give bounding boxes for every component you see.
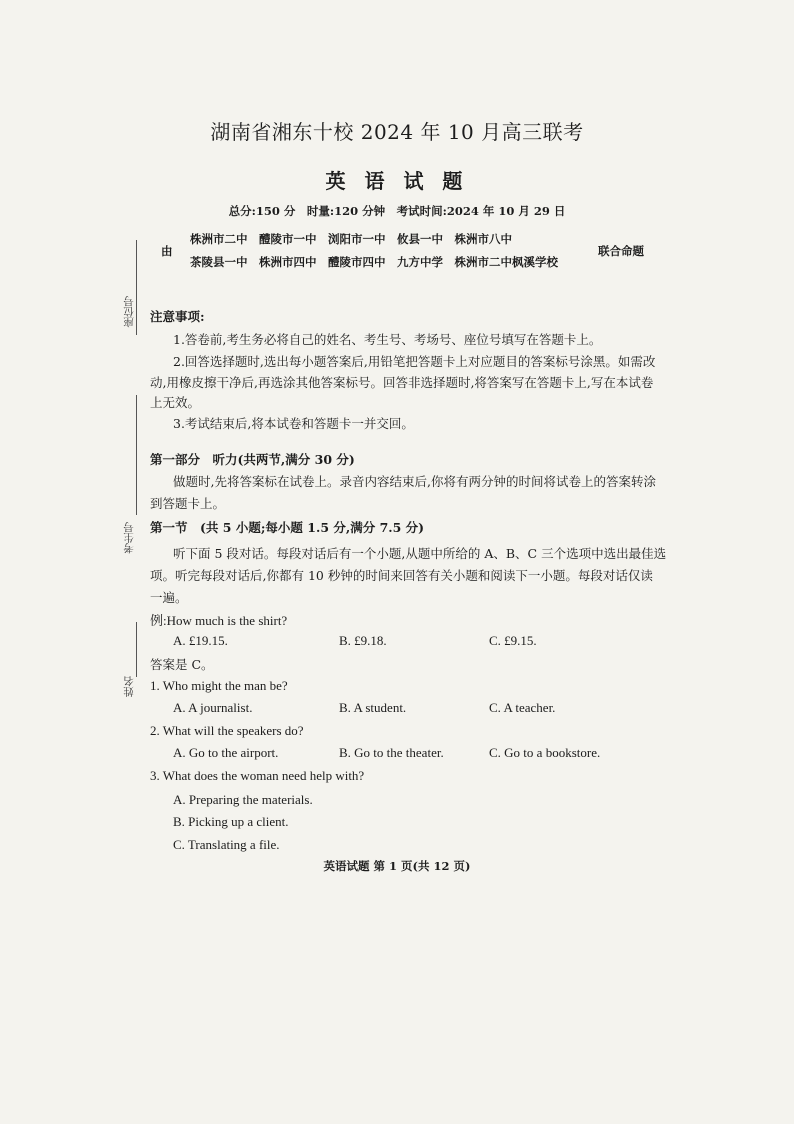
notice-item-2a: 2.回答选择题时,选出每小题答案后,用铅笔把答题卡上对应题目的答案标号涂黑。如需改	[173, 354, 656, 369]
page-footer: 英语试题 第 1 页(共 12 页)	[323, 859, 471, 873]
notice-item-2b: 动,用橡皮擦干净后,再选涂其他答案标号。回答非选择题时,将答案写在答题卡上,写在本试卷	[150, 375, 654, 390]
margin-line-middle	[136, 395, 137, 515]
notice-item-2c: 上无效。	[150, 395, 201, 410]
notice-heading: 注意事项:	[150, 309, 205, 324]
question-1-option-c: C. A teacher.	[489, 700, 556, 715]
question-2-option-a: A. Go to the airport.	[173, 745, 279, 760]
question-1: 1. Who might the man be?	[150, 678, 288, 693]
section1-heading: 第一节 (共 5 小题;每小题 1.5 分,满分 7.5 分)	[150, 520, 425, 535]
question-1-option-b: B. A student.	[339, 700, 407, 715]
question-3: 3. What does the woman need help with?	[150, 768, 365, 783]
exam-meta: 总分:150 分 时量:120 分钟 考试时间:2024 年 10 月 29 日	[228, 204, 566, 218]
seat-number-label: 座位号	[123, 296, 135, 328]
question-3-option-c: C. Translating a file.	[173, 837, 280, 852]
part1-heading: 第一部分 听力(共两节,满分 30 分)	[150, 452, 355, 467]
question-2-option-c: C. Go to a bookstore.	[489, 745, 601, 760]
example-option-c: C. £9.15.	[489, 633, 537, 648]
question-3-option-a: A. Preparing the materials.	[173, 792, 313, 807]
schools-row-1: 株洲市二中 醴陵市一中 浏阳市一中 攸县一中 株洲市八中	[190, 232, 512, 246]
student-id-label: 考生号	[123, 522, 135, 554]
margin-line-top	[136, 240, 137, 335]
example-option-a: A. £19.15.	[173, 633, 228, 648]
question-2-option-b: B. Go to the theater.	[339, 745, 444, 760]
question-1-option-a: A. A journalist.	[173, 700, 253, 715]
notice-item-1: 1.答卷前,考生务必将自己的姓名、考生号、考场号、座位号填写在答题卡上。	[173, 332, 602, 347]
example-answer: 答案是 C。	[150, 657, 214, 672]
section1-intro-c: 一遍。	[150, 590, 188, 605]
part1-intro-b: 到答题卡上。	[150, 496, 226, 511]
schools-prefix: 由	[161, 244, 173, 258]
question-3-option-b: B. Picking up a client.	[173, 814, 289, 829]
question-2: 2. What will the speakers do?	[150, 723, 304, 738]
example-question: 例:How much is the shirt?	[150, 613, 288, 628]
example-option-b: B. £9.18.	[339, 633, 387, 648]
name-label: 姓名	[123, 676, 135, 697]
exam-title: 湖南省湘东十校 2024 年 10 月高三联考	[210, 120, 584, 144]
section1-intro-b: 项。听完每段对话后,你都有 10 秒钟的时间来回答有关小题和阅读下一小题。每段对话仅读	[150, 568, 653, 583]
exam-subject: 英 语 试 题	[325, 169, 469, 193]
schools-suffix: 联合命题	[598, 244, 644, 258]
part1-intro-a: 做题时,先将答案标在试卷上。录音内容结束后,你将有两分钟的时间将试卷上的答案转涂	[173, 474, 656, 489]
notice-item-3: 3.考试结束后,将本试卷和答题卡一并交回。	[173, 416, 414, 431]
margin-line-lower	[136, 622, 137, 677]
section1-intro-a: 听下面 5 段对话。每段对话后有一个小题,从题中所给的 A、B、C 三个选项中选出最佳选	[173, 546, 667, 561]
schools-row-2: 茶陵县一中 株洲市四中 醴陵市四中 九方中学 株洲市二中枫溪学校	[190, 255, 558, 269]
